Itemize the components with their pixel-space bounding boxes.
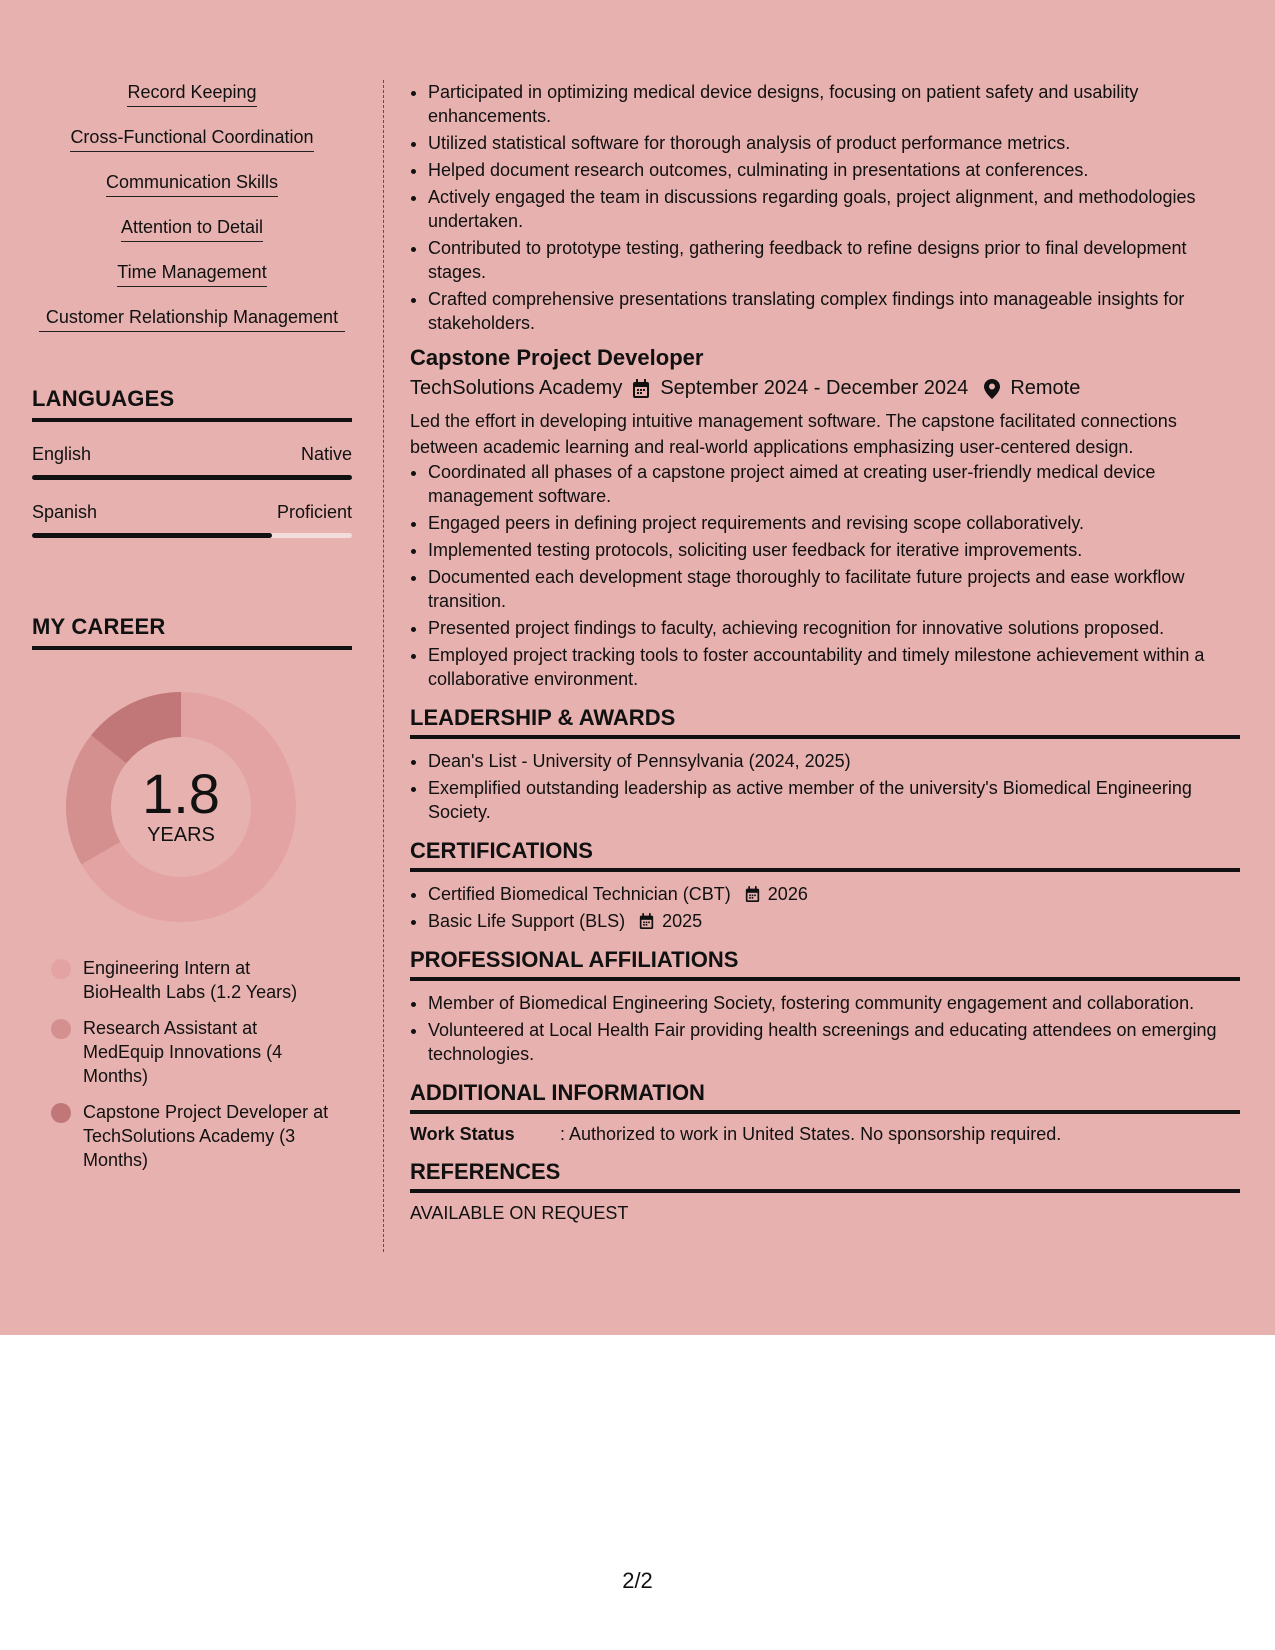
previous-job-bullets <box>410 80 1240 335</box>
skill-item <box>32 80 352 107</box>
bullet-item: • Utilized statistical software for thorough analysis of product performance metrics. <box>428 131 1240 155</box>
language-name: English <box>32 444 92 464</box>
leadership-heading: LEADERSHIP & AWARDS <box>410 705 1240 739</box>
career-legend-item <box>51 1016 331 1088</box>
skills-list <box>32 80 352 332</box>
bullet-item: • Coordinated all phases of a capstone project aimed at creating user-friendly medical device management software. <box>428 460 1240 508</box>
skill-label: Cross-Functional Coordination <box>70 125 313 152</box>
bullet-item: • Crafted comprehensive presentations translating complex findings into manageable insights for stakeholders. <box>428 287 1240 335</box>
career-legend <box>51 956 331 1172</box>
bullet-item: • Helped document research outcomes, culminating in presentations at conferences. <box>428 158 1240 182</box>
legend-dot-icon <box>51 1103 71 1123</box>
references-text: AVAILABLE ON REQUEST <box>410 1203 629 1223</box>
career-total-value: 1.8 <box>142 762 220 825</box>
language-level-fill <box>32 475 352 480</box>
affiliations-heading: PROFESSIONAL AFFILIATIONS <box>410 947 1240 981</box>
affiliations-list <box>410 991 1240 1066</box>
bullet-item: • Volunteered at Local Health Fair providing health screenings and educating attendees on emerging technologies. <box>428 1018 1240 1066</box>
language-level: Proficient <box>276 502 352 522</box>
language-item <box>32 444 352 480</box>
skill-label: Record Keeping <box>127 80 256 107</box>
skill-label: Communication Skills <box>106 170 278 197</box>
skill-item <box>32 215 352 242</box>
calendar-icon <box>632 379 650 399</box>
location-pin-icon <box>984 379 1000 399</box>
bullet-item: • Member of Biomedical Engineering Society, fostering community engagement and collaboration. <box>428 991 1240 1015</box>
work-status-value: : Authorized to work in United States. No sponsorship required. <box>560 1124 1062 1144</box>
job-entry <box>410 345 1240 691</box>
certification-year: 2025 <box>662 911 703 931</box>
language-level-bar <box>32 475 352 480</box>
career-total-unit: YEARS <box>147 824 215 846</box>
calendar-icon <box>639 913 654 930</box>
bullet-item: • Actively engaged the team in discussions regarding goals, project alignment, and methodologies undertaken. <box>428 185 1240 233</box>
languages-heading: LANGUAGES <box>32 386 352 422</box>
skill-item <box>32 170 352 197</box>
job-title: Capstone Project Developer <box>410 345 704 370</box>
language-level-bar <box>32 533 352 538</box>
additional-info-heading: ADDITIONAL INFORMATION <box>410 1080 1240 1114</box>
bullet-item: • Contributed to prototype testing, gathering feedback to refine designs prior to final development stages. <box>428 236 1240 284</box>
work-status-label: Work Status <box>410 1124 515 1144</box>
bullet-item: • Exemplified outstanding leadership as active member of the university's Biomedical Engineering Society. <box>428 776 1240 824</box>
certifications-list <box>410 882 1240 933</box>
certification-item <box>428 909 1240 933</box>
bullet-item: • Documented each development stage thoroughly to facilitate future projects and ease workflow transition. <box>428 565 1240 613</box>
references-heading: REFERENCES <box>410 1159 1240 1193</box>
language-name: Spanish <box>32 502 98 522</box>
certification-name: • Basic Life Support (BLS) <box>428 911 626 931</box>
skill-item <box>32 260 352 287</box>
column-divider <box>383 80 384 1252</box>
skill-item: Customer Relationship Management <box>39 305 345 332</box>
career-legend-label: Engineering Intern at BioHealth Labs (1.2 Years) <box>83 958 298 1002</box>
skill-label: Attention to Detail <box>121 215 263 242</box>
legend-dot-icon <box>51 1019 71 1039</box>
language-level: Native <box>300 444 352 464</box>
page-number: 2/2 <box>622 1568 653 1593</box>
right-column <box>410 80 1240 1224</box>
bullet-item: • Participated in optimizing medical device designs, focusing on patient safety and usability enhancements. <box>428 80 1240 128</box>
job-dates: September 2024 - December 2024 <box>660 377 969 399</box>
certification-name: • Certified Biomedical Technician (CBT) <box>428 884 731 904</box>
bullet-item: • Presented project findings to faculty, achieving recognition for innovative solutions proposed. <box>428 616 1240 640</box>
calendar-icon <box>745 886 760 903</box>
job-company: TechSolutions Academy <box>410 377 623 399</box>
career-legend-item <box>51 956 331 1004</box>
job-meta <box>410 377 1240 400</box>
career-legend-item <box>51 1100 331 1172</box>
certification-item <box>428 882 1240 906</box>
skill-label: Time Management <box>117 260 266 287</box>
career-legend-label: Research Assistant at MedEquip Innovations (4 Months) <box>83 1018 283 1086</box>
bullet-item: • Dean's List - University of Pennsylvania (2024, 2025) <box>428 749 1240 773</box>
bullet-item: • Implemented testing protocols, soliciting user feedback for iterative improvements. <box>428 538 1240 562</box>
work-status-row <box>410 1124 1240 1145</box>
job-description: Led the effort in developing intuitive management software. The capstone facilitated connections between academic learning and real-world applications emphasizing user-centered design. <box>410 411 1177 457</box>
language-level-fill <box>32 533 272 538</box>
career-legend-label: Capstone Project Developer at TechSolutions Academy (3 Months) <box>83 1102 329 1170</box>
skill-item <box>32 125 352 152</box>
career-heading: MY CAREER <box>32 614 352 650</box>
certifications-heading: CERTIFICATIONS <box>410 838 1240 872</box>
language-item <box>32 502 352 538</box>
left-column <box>32 80 352 1184</box>
job-location: Remote <box>1010 377 1081 399</box>
bullet-item: • Engaged peers in defining project requirements and revising scope collaboratively. <box>428 511 1240 535</box>
certification-year: 2026 <box>767 884 808 904</box>
career-donut <box>66 692 296 922</box>
job-bullets <box>410 460 1240 691</box>
legend-dot-icon <box>51 959 71 979</box>
bullet-item: • Employed project tracking tools to foster accountability and timely milestone achievement within a collaborative environment. <box>428 643 1240 691</box>
leadership-list <box>410 749 1240 824</box>
